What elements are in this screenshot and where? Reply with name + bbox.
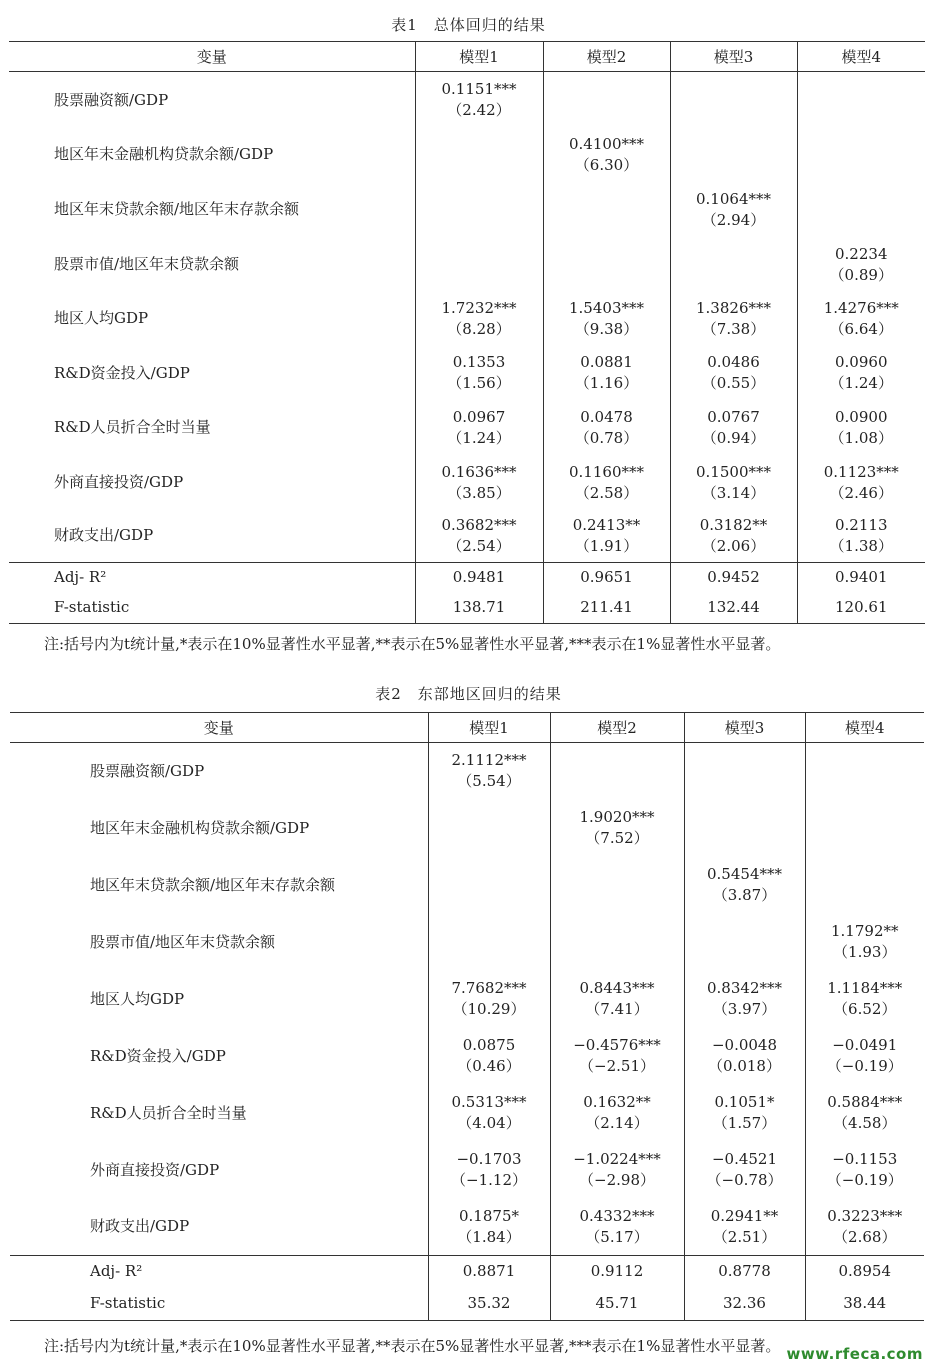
coefficient-cell	[543, 347, 670, 400]
t-statistic: （0.018）	[708, 1057, 781, 1075]
fit-value: 211.41	[543, 592, 670, 624]
coefficient-cell	[670, 181, 797, 239]
header-model-1: 模型1	[415, 42, 543, 72]
coefficient-value: 0.8342***	[707, 979, 782, 997]
coefficient-value: 0.0900	[835, 407, 888, 426]
site-watermark: www.rfeca.com	[786, 1345, 923, 1363]
variable-name: 财政支出/GDP	[54, 526, 154, 545]
table1-caption: 表1 总体回归的结果	[391, 16, 546, 34]
variable-label	[10, 1142, 428, 1199]
coefficient-cell	[684, 1028, 805, 1085]
variable-name: R&D资金投入/GDP	[90, 1046, 226, 1065]
t-statistic: （0.55）	[701, 374, 766, 392]
variable-label	[9, 291, 415, 347]
t-statistic: （1.08）	[829, 428, 893, 447]
coefficient-value: 0.5313***	[451, 1093, 527, 1111]
fit-label: F-statistic	[10, 1287, 428, 1321]
table-row	[9, 239, 925, 291]
coefficient-cell	[797, 400, 925, 456]
coefficient-value: −0.1703	[456, 1150, 522, 1168]
coefficient-cell	[550, 971, 684, 1028]
coefficient-value: 2.1112***	[451, 751, 527, 770]
coefficient-cell	[550, 743, 684, 800]
coefficient-cell	[543, 129, 670, 181]
coefficient-cell	[684, 971, 805, 1028]
t-statistic: （1.16）	[574, 374, 639, 392]
coefficient-cell	[805, 1028, 924, 1085]
coefficient-cell	[805, 743, 924, 800]
table2-header-row	[10, 713, 924, 743]
coefficient-cell	[543, 510, 670, 563]
table-row	[10, 1085, 924, 1142]
coefficient-cell	[805, 1199, 924, 1256]
coefficient-cell	[670, 239, 797, 291]
t-statistic: （10.29）	[452, 1000, 526, 1018]
table-row	[9, 181, 925, 239]
t-statistic: （3.85）	[447, 483, 511, 502]
coefficient-cell	[550, 800, 684, 857]
coefficient-cell	[805, 971, 924, 1028]
coefficient-cell	[550, 1028, 684, 1085]
coefficient-cell	[670, 456, 797, 510]
coefficient-value: −0.0048	[711, 1036, 778, 1054]
t-statistic: （5.54）	[457, 772, 521, 791]
fit-value: 0.9481	[415, 563, 543, 592]
coefficient-value: 0.0960	[835, 353, 888, 371]
t-statistic: （−0.78）	[706, 1171, 783, 1189]
coefficient-value: 1.3826***	[696, 298, 771, 317]
coefficient-cell	[670, 510, 797, 563]
coefficient-cell	[428, 743, 550, 800]
variable-name: 股票融资额/GDP	[54, 90, 169, 109]
coefficient-cell	[428, 1142, 550, 1199]
t-statistic: （9.38）	[574, 319, 639, 338]
variable-label	[10, 914, 428, 971]
coefficient-cell	[684, 743, 805, 800]
variable-name: 地区人均GDP	[54, 309, 149, 327]
coefficient-cell	[428, 914, 550, 971]
table-row	[9, 456, 925, 510]
coefficient-value: 0.1123***	[823, 462, 899, 481]
variable-name: R&D资金投入/GDP	[54, 363, 190, 382]
coefficient-value: 0.2941**	[710, 1206, 779, 1225]
coefficient-value: 0.3182**	[699, 515, 768, 534]
coefficient-cell	[415, 129, 543, 181]
t-statistic: （0.94）	[701, 428, 766, 447]
coefficient-value: 1.9020***	[579, 808, 655, 826]
header-model-1: 模型1	[428, 713, 550, 743]
coefficient-cell	[550, 1199, 684, 1256]
t-statistic: （7.41）	[585, 1000, 649, 1018]
coefficient-value: 0.1353	[452, 353, 506, 371]
f-statistic-row	[9, 592, 925, 624]
coefficient-value: 0.2234	[835, 244, 888, 263]
variable-name: 地区年末金融机构贷款余额/GDP	[54, 145, 274, 163]
coefficient-cell	[684, 800, 805, 857]
t-statistic: （2.94）	[701, 210, 766, 229]
coefficient-cell	[428, 1028, 550, 1085]
coefficient-value: 0.1051*	[714, 1093, 775, 1111]
coefficient-value: −0.4521	[711, 1150, 778, 1168]
coefficient-cell	[415, 239, 543, 291]
coefficient-cell	[428, 1085, 550, 1142]
coefficient-cell	[415, 291, 543, 347]
variable-name: 地区年末贷款余额/地区年末存款余额	[90, 875, 336, 894]
coefficient-cell	[684, 914, 805, 971]
coefficient-value: 0.1151***	[441, 80, 517, 99]
variable-name: R&D人员折合全时当量	[90, 1103, 247, 1122]
coefficient-value: 1.1792**	[831, 922, 899, 940]
coefficient-cell	[543, 181, 670, 239]
coefficient-value: 1.5403***	[569, 298, 644, 317]
coefficient-cell	[805, 1085, 924, 1142]
fit-value: 0.9651	[543, 563, 670, 592]
t-statistic: （−2.51）	[579, 1057, 655, 1075]
fit-label: Adj- R²	[9, 563, 415, 592]
table-row	[10, 857, 924, 914]
t-statistic: （−1.12）	[451, 1171, 527, 1189]
t-statistic: （4.04）	[457, 1114, 521, 1132]
table-row	[10, 800, 924, 857]
coefficient-cell	[797, 239, 925, 291]
fit-value: 138.71	[415, 592, 543, 624]
variable-name: 地区年末贷款余额/地区年末存款余额	[54, 200, 300, 218]
variable-name: 外商直接投资/GDP	[54, 473, 184, 491]
fit-value: 120.61	[797, 592, 925, 624]
t-statistic: （1.91）	[574, 536, 639, 555]
t-statistic: （−2.98）	[579, 1171, 655, 1189]
t-statistic: （2.68）	[833, 1227, 897, 1246]
fit-value: 0.9401	[797, 563, 925, 592]
coefficient-value: 0.1632**	[583, 1093, 651, 1111]
coefficient-cell	[805, 857, 924, 914]
t-statistic: （1.24）	[829, 374, 893, 392]
coefficient-cell	[550, 1085, 684, 1142]
fit-label: F-statistic	[9, 592, 415, 624]
coefficient-cell	[415, 72, 543, 129]
coefficient-cell	[550, 1142, 684, 1199]
table-row	[9, 72, 925, 129]
table-row	[10, 971, 924, 1028]
coefficient-value: −0.4576***	[573, 1036, 661, 1054]
coefficient-value: 0.8443***	[579, 979, 655, 997]
table1-note: 注:括号内为t统计量,*表示在10%显著性水平显著,**表示在5%显著性水平显著,***表示在1%显著性水平显著。	[44, 635, 781, 653]
header-model-4: 模型4	[805, 713, 924, 743]
fit-value: 0.8871	[428, 1256, 550, 1287]
coefficient-value: 0.0767	[707, 407, 760, 426]
t-statistic: （−0.19）	[826, 1171, 903, 1189]
t-statistic: （2.06）	[701, 536, 766, 555]
table-row	[10, 1142, 924, 1199]
variable-label	[9, 129, 415, 181]
t-statistic: （1.84）	[457, 1227, 521, 1246]
t-statistic: （8.28）	[447, 319, 511, 338]
coefficient-cell	[415, 347, 543, 400]
table1-header-row	[9, 42, 925, 72]
coefficient-value: 0.1064***	[696, 189, 771, 208]
coefficient-value: −0.1153	[832, 1150, 898, 1168]
variable-label	[9, 239, 415, 291]
t-statistic: （0.46）	[457, 1057, 521, 1075]
t-statistic: （2.51）	[712, 1227, 777, 1246]
adj-r2-row	[9, 563, 925, 592]
coefficient-cell	[805, 1142, 924, 1199]
coefficient-cell	[805, 800, 924, 857]
table2-note: 注:括号内为t统计量,*表示在10%显著性水平显著,**表示在5%显著性水平显著,***表示在1%显著性水平显著。	[44, 1337, 781, 1355]
coefficient-cell	[428, 857, 550, 914]
header-model-3: 模型3	[670, 42, 797, 72]
t-statistic: （2.54）	[447, 536, 511, 555]
coefficient-cell	[670, 129, 797, 181]
variable-name: 外商直接投资/GDP	[90, 1160, 220, 1179]
t-statistic: （5.17）	[585, 1227, 649, 1246]
variable-label	[9, 400, 415, 456]
coefficient-cell	[428, 1199, 550, 1256]
table-row	[9, 400, 925, 456]
variable-label	[9, 72, 415, 129]
coefficient-cell	[428, 971, 550, 1028]
table2-caption: 表2 东部地区回归的结果	[375, 685, 562, 703]
coefficient-value: 0.0881	[580, 353, 633, 371]
t-statistic: （2.58）	[574, 483, 639, 502]
coefficient-value: 0.0967	[452, 407, 506, 426]
t-statistic: （0.89）	[829, 265, 893, 284]
coefficient-value: 0.5884***	[827, 1093, 903, 1111]
variable-label	[10, 1199, 428, 1256]
variable-name: 地区年末金融机构贷款余额/GDP	[90, 818, 310, 837]
fit-value: 0.9112	[550, 1256, 684, 1287]
coefficient-value: −1.0224***	[573, 1150, 661, 1168]
t-statistic: （−0.19）	[826, 1057, 903, 1075]
fit-value: 32.36	[684, 1287, 805, 1321]
variable-name: 财政支出/GDP	[90, 1217, 190, 1236]
header-model-2: 模型2	[543, 42, 670, 72]
fit-value: 0.9452	[670, 563, 797, 592]
coefficient-cell	[543, 400, 670, 456]
fit-value: 38.44	[805, 1287, 924, 1321]
t-statistic: （1.38）	[829, 536, 893, 555]
t-statistic: （3.97）	[712, 1000, 777, 1018]
coefficient-value: 0.0478	[580, 407, 633, 426]
header-model-2: 模型2	[550, 713, 684, 743]
coefficient-cell	[797, 510, 925, 563]
coefficient-cell	[543, 456, 670, 510]
coefficient-cell	[670, 291, 797, 347]
coefficient-cell	[550, 914, 684, 971]
variable-label	[9, 347, 415, 400]
coefficient-cell	[797, 347, 925, 400]
table-row	[9, 347, 925, 400]
coefficient-cell	[670, 400, 797, 456]
t-statistic: （3.87）	[712, 886, 777, 904]
t-statistic: （2.14）	[585, 1114, 649, 1132]
coefficient-value: 0.1875*	[459, 1206, 519, 1225]
header-variable: 变量	[9, 42, 415, 72]
coefficient-value: 0.3682***	[441, 515, 517, 534]
coefficient-value: 1.1184***	[827, 979, 903, 997]
coefficient-value: 0.5454***	[707, 865, 782, 883]
variable-label	[10, 800, 428, 857]
fit-value: 0.8954	[805, 1256, 924, 1287]
coefficient-value: 1.4276***	[823, 298, 899, 317]
coefficient-cell	[797, 72, 925, 129]
coefficient-value: 0.1636***	[441, 462, 517, 481]
variable-label	[10, 1085, 428, 1142]
coefficient-value: 0.4332***	[579, 1206, 655, 1225]
variable-label	[10, 971, 428, 1028]
coefficient-value: 7.7682***	[451, 979, 527, 997]
variable-name: R&D人员折合全时当量	[54, 418, 211, 436]
t-statistic: （4.58）	[833, 1114, 897, 1132]
coefficient-cell	[684, 1199, 805, 1256]
t-statistic: （1.56）	[447, 374, 511, 392]
coefficient-cell	[550, 857, 684, 914]
fit-value: 35.32	[428, 1287, 550, 1321]
t-statistic: （1.93）	[833, 943, 897, 961]
coefficient-value: 0.1160***	[569, 462, 644, 481]
coefficient-cell	[797, 129, 925, 181]
coefficient-cell	[415, 400, 543, 456]
coefficient-cell	[543, 239, 670, 291]
coefficient-cell	[684, 1142, 805, 1199]
coefficient-cell	[805, 914, 924, 971]
t-statistic: （2.46）	[829, 483, 893, 502]
coefficient-value: 0.4100***	[569, 134, 644, 153]
fit-value: 0.8778	[684, 1256, 805, 1287]
coefficient-value: 0.3223***	[827, 1206, 903, 1225]
t-statistic: （6.64）	[829, 319, 893, 338]
table-row	[9, 510, 925, 563]
fit-value: 132.44	[670, 592, 797, 624]
table-row	[10, 914, 924, 971]
coefficient-cell	[797, 181, 925, 239]
variable-label	[9, 456, 415, 510]
table-row	[9, 291, 925, 347]
coefficient-cell	[415, 456, 543, 510]
t-statistic: （6.30）	[574, 155, 639, 174]
table-row	[10, 743, 924, 800]
f-statistic-row	[10, 1287, 924, 1321]
variable-name: 地区人均GDP	[90, 989, 185, 1008]
coefficient-cell	[543, 72, 670, 129]
t-statistic: （1.57）	[712, 1114, 777, 1132]
header-model-4: 模型4	[797, 42, 925, 72]
coefficient-cell	[670, 72, 797, 129]
table-row	[9, 129, 925, 181]
fit-label: Adj- R²	[10, 1256, 428, 1287]
coefficient-cell	[428, 800, 550, 857]
variable-label	[10, 743, 428, 800]
t-statistic: （3.14）	[701, 483, 766, 502]
adj-r2-row	[10, 1256, 924, 1287]
t-statistic: （1.24）	[447, 428, 511, 447]
coefficient-value: 0.2113	[835, 515, 888, 534]
variable-label	[10, 857, 428, 914]
variable-name: 股票市值/地区年末贷款余额	[90, 932, 276, 951]
coefficient-value: 0.0486	[707, 353, 760, 371]
variable-label	[9, 181, 415, 239]
table1	[9, 41, 925, 624]
coefficient-value: 0.2413**	[572, 515, 641, 534]
variable-name: 股票融资额/GDP	[90, 761, 205, 780]
coefficient-value: −0.0491	[832, 1036, 898, 1054]
coefficient-cell	[415, 510, 543, 563]
header-model-3: 模型3	[684, 713, 805, 743]
t-statistic: （6.52）	[833, 1000, 897, 1018]
variable-label	[10, 1028, 428, 1085]
fit-value: 45.71	[550, 1287, 684, 1321]
variable-label	[9, 510, 415, 563]
table-row	[10, 1028, 924, 1085]
coefficient-cell	[415, 181, 543, 239]
coefficient-cell	[684, 857, 805, 914]
coefficient-value: 0.0875	[462, 1036, 516, 1054]
coefficient-cell	[543, 291, 670, 347]
variable-name: 股票市值/地区年末贷款余额	[54, 255, 240, 273]
coefficient-cell	[797, 291, 925, 347]
coefficient-cell	[670, 347, 797, 400]
t-statistic: （7.38）	[701, 319, 766, 338]
header-variable: 变量	[10, 713, 428, 743]
t-statistic: （7.52）	[585, 829, 649, 847]
coefficient-cell	[684, 1085, 805, 1142]
coefficient-cell	[797, 456, 925, 510]
coefficient-value: 0.1500***	[696, 462, 771, 481]
t-statistic: （2.42）	[447, 101, 511, 120]
coefficient-value: 1.7232***	[441, 298, 517, 317]
table-row	[10, 1199, 924, 1256]
t-statistic: （0.78）	[574, 428, 639, 447]
table2	[10, 712, 924, 1321]
